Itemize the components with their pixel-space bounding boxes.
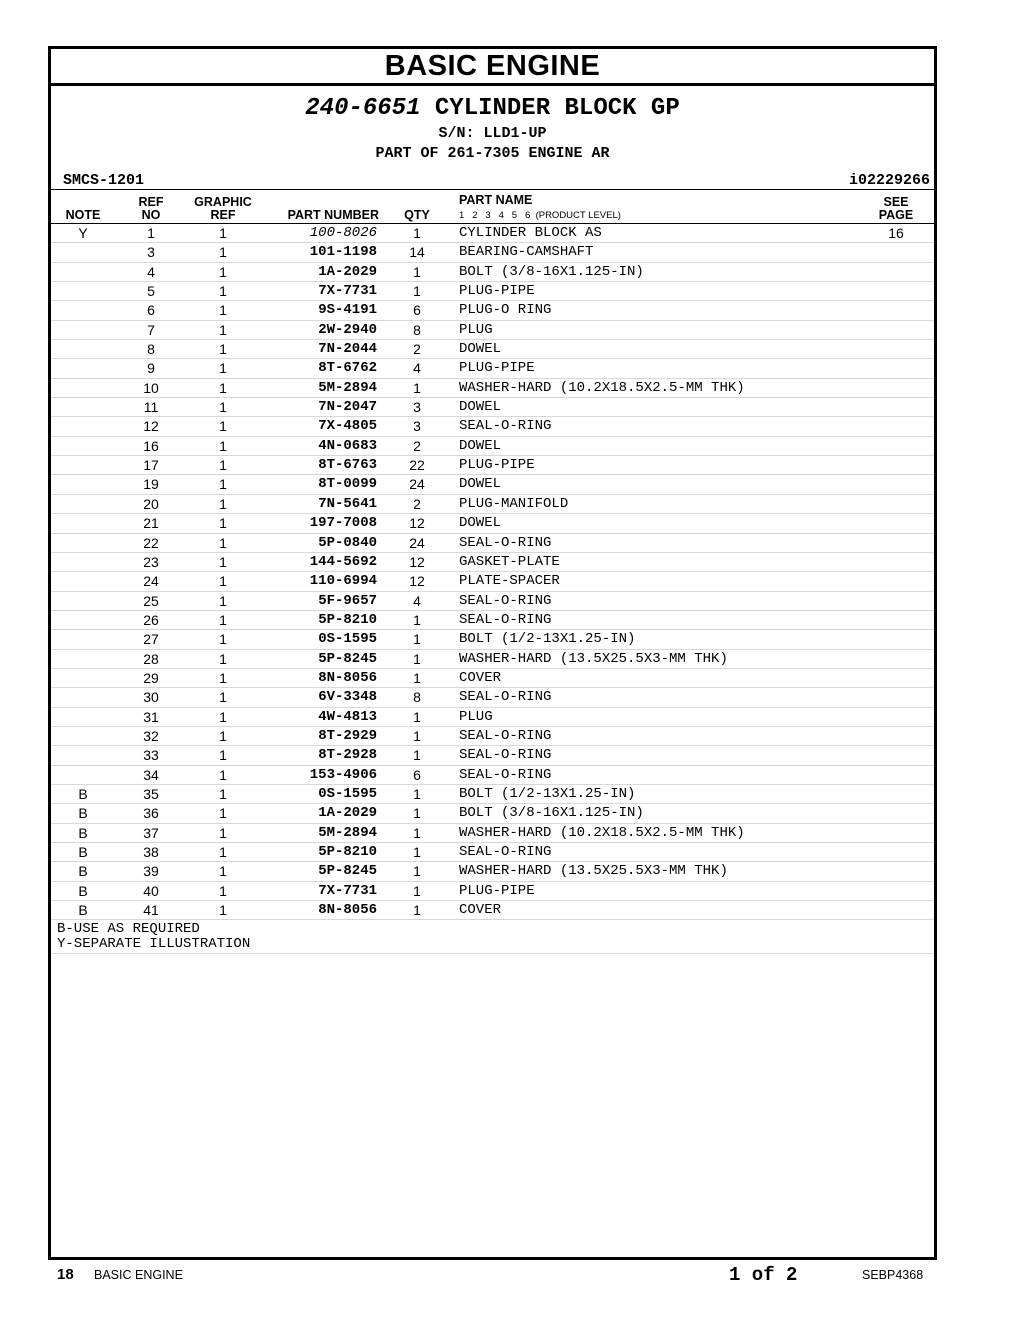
part-number-cell[interactable]: 8T-6763 [318,457,377,474]
qty-cell: 1 [413,747,421,764]
part-name-cell: SEAL-O-RING [459,689,552,706]
qty-cell: 2 [413,341,421,358]
note-cell: B [78,844,88,860]
ref-no-cell: 5 [147,283,155,300]
graphic-ref-cell: 1 [219,553,227,570]
graphic-ref-cell: 1 [219,747,227,764]
table-row [51,263,934,282]
part-name-cell: BOLT (1/2-13X1.25-IN) [459,631,636,648]
table-row [51,824,934,843]
ref-no-cell: 26 [143,611,159,628]
part-number-cell[interactable]: 0S-1595 [318,785,377,802]
graphic-ref-cell: 1 [219,824,227,841]
part-number-cell[interactable]: 144-5692 [309,553,377,570]
part-name-cell: SEAL-O-RING [459,534,552,551]
qty-cell: 12 [409,515,425,532]
graphic-ref-cell: 1 [219,611,227,628]
graphic-ref-cell: 1 [219,399,227,416]
note-cell: B [78,882,88,899]
table-row [51,437,934,456]
part-name-cell: PLUG-PIPE [459,457,535,474]
part-number-cell[interactable]: 7X-7731 [318,283,377,300]
qty-cell: 22 [409,457,425,474]
graphic-ref-cell: 1 [219,689,227,706]
header-ref-no-line1: REF [138,195,164,209]
qty-cell: 12 [409,573,425,590]
ref-no-cell: 1 [147,225,155,241]
ref-no-cell: 20 [143,495,159,512]
part-name-cell: WASHER-HARD (13.5X25.5X3-MM THK) [459,863,728,880]
part-number-cell[interactable]: 5P-8245 [318,863,377,880]
qty-cell: 1 [413,611,421,628]
page-number: 18 [57,1266,74,1283]
ref-no-cell: 41 [143,902,159,919]
column-headers [51,190,934,224]
part-number-cell[interactable]: 4W-4813 [318,708,377,725]
serial-range: S/N: LLD1-UP [438,125,547,142]
header-graphic-ref [183,196,263,222]
part-name-cell: DOWEL [459,437,502,454]
part-name-cell: SEAL-O-RING [459,766,552,783]
part-number-cell[interactable]: 5P-8210 [318,844,377,860]
part-number-cell[interactable]: 6V-3348 [318,689,377,706]
ref-no-cell: 11 [143,399,159,416]
part-number-cell[interactable]: 100-8026 [309,225,377,241]
part-name-cell: PLUG-MANIFOLD [459,495,569,512]
footer-section: BASIC ENGINE [94,1268,183,1282]
ref-no-cell: 40 [143,882,159,899]
qty-cell: 4 [413,592,421,609]
table-row [51,785,934,804]
ref-no-cell: 19 [143,476,159,493]
part-name-cell: DOWEL [459,341,502,358]
qty-cell: 1 [413,631,421,648]
table-row [51,514,934,533]
part-number-cell[interactable]: 9S-4191 [318,302,377,319]
part-name-cell: SEAL-O-RING [459,418,552,435]
part-name-cell: DOWEL [459,476,502,493]
qty-cell: 3 [413,418,421,435]
part-number-cell[interactable]: 1A-2029 [318,263,377,280]
graphic-ref-cell: 1 [219,844,227,860]
part-name-cell: PLUG-PIPE [459,283,535,300]
ref-no-cell: 38 [143,844,159,860]
part-number-cell[interactable]: 5P-8210 [318,611,377,628]
table-row [51,456,934,475]
graphic-ref-cell: 1 [219,669,227,686]
note-cell: B [78,785,88,802]
table-row [51,804,934,823]
part-number-cell[interactable]: 8T-2929 [318,727,377,744]
graphic-ref-cell: 1 [219,515,227,532]
header-part-number: PART NUMBER [287,208,379,222]
part-of-text: PART OF 261-7305 ENGINE AR [375,145,610,162]
graphic-ref-cell: 1 [219,302,227,319]
qty-cell: 8 [413,689,421,706]
graphic-ref-cell: 1 [219,863,227,880]
part-number-cell[interactable]: 7N-2044 [318,341,377,358]
part-name-cell: BOLT (3/8-16X1.125-IN) [459,263,644,280]
part-number-cell[interactable]: 5F-9657 [318,592,377,609]
part-number-cell[interactable]: 153-4906 [309,766,377,783]
qty-cell: 1 [413,283,421,300]
part-name-cell: SEAL-O-RING [459,727,552,744]
graphic-ref-cell: 1 [219,457,227,474]
smcs-code: SMCS-1201 [63,172,145,189]
part-name-cell: PLUG-PIPE [459,360,535,377]
qty-cell: 1 [413,902,421,919]
table-row [51,592,934,611]
part-number-cell[interactable]: 8N-8056 [318,902,377,919]
part-name-cell: PLUG [459,708,493,725]
part-number-cell[interactable]: 7X-4805 [318,418,377,435]
parts-table [51,224,934,920]
header-graphic-ref-line2: REF [210,208,236,222]
part-number-cell[interactable]: 7X-7731 [318,882,377,899]
graphic-ref-cell: 1 [219,650,227,667]
ref-no-cell: 32 [143,727,159,744]
qty-cell: 1 [413,785,421,802]
part-number-cell[interactable]: 7N-2047 [318,399,377,416]
illustration-id: i02229266 [848,172,930,189]
table-row [51,398,934,417]
ref-no-cell: 39 [143,863,159,880]
graphic-ref-cell: 1 [219,727,227,744]
qty-cell: 1 [413,824,421,841]
qty-cell: 12 [409,553,425,570]
table-row [51,708,934,727]
ref-no-cell: 35 [143,785,159,802]
header-graphic-ref-line1: GRAPHIC [194,195,252,209]
qty-cell: 24 [409,534,425,551]
graphic-ref-cell: 1 [219,573,227,590]
table-row [51,727,934,746]
qty-cell: 1 [413,805,421,822]
ref-no-cell: 4 [147,263,155,280]
qty-cell: 2 [413,437,421,454]
graphic-ref-cell: 1 [219,379,227,396]
header-see-page [871,196,921,222]
ref-no-cell: 33 [143,747,159,764]
part-name-cell: BEARING-CAMSHAFT [459,244,594,261]
table-row [51,359,934,378]
part-name-cell: PLUG-O RING [459,302,552,319]
part-name-cell: COVER [459,669,502,686]
graphic-ref-cell: 1 [219,321,227,338]
table-row [51,843,934,862]
part-name-cell: WASHER-HARD (13.5X25.5X3-MM THK) [459,650,728,667]
ref-no-cell: 7 [147,321,155,338]
graphic-ref-cell: 1 [219,495,227,512]
ref-no-cell: 34 [143,766,159,783]
note-cell: B [78,863,88,880]
qty-cell: 8 [413,321,421,338]
table-row [51,475,934,494]
part-number-cell[interactable]: 5P-0840 [318,534,377,551]
table-row [51,572,934,591]
table-row [51,766,934,785]
group-header [51,86,934,190]
note-cell: B [78,902,88,919]
group-title [51,95,934,122]
ref-no-cell: 37 [143,824,159,841]
part-number-cell[interactable]: 2W-2940 [318,321,377,338]
ref-no-cell: 21 [143,515,159,532]
ref-no-cell: 30 [143,689,159,706]
part-name-cell: BOLT (3/8-16X1.125-IN) [459,805,644,822]
header-product-levels: 1 2 3 4 5 6 (PRODUCT LEVEL) [459,210,621,221]
graphic-ref-cell: 1 [219,341,227,358]
header-see-page-line2: PAGE [878,208,914,222]
qty-cell: 6 [413,302,421,319]
part-number-cell[interactable]: 4N-0683 [318,437,377,454]
section-title: BASIC ENGINE [51,49,934,86]
ref-no-cell: 25 [143,592,159,609]
part-name-cell: PLUG-PIPE [459,882,535,899]
header-see-page-line1: SEE [883,195,909,209]
graphic-ref-cell: 1 [219,785,227,802]
qty-cell: 6 [413,766,421,783]
ref-no-cell: 22 [143,534,159,551]
part-name-cell: WASHER-HARD (10.2X18.5X2.5-MM THK) [459,379,745,396]
note-cell: Y [78,225,88,241]
graphic-ref-cell: 1 [219,263,227,280]
qty-cell: 1 [413,882,421,899]
qty-cell: 1 [413,669,421,686]
ref-no-cell: 23 [143,553,159,570]
part-number-cell[interactable]: 5M-2894 [318,379,377,396]
part-number-cell[interactable]: 8T-2928 [318,747,377,764]
qty-cell: 2 [413,495,421,512]
part-number-cell[interactable]: 5P-8245 [318,650,377,667]
part-name-cell: PLUG [459,321,493,338]
table-row [51,688,934,707]
part-number-cell[interactable]: 1A-2029 [318,805,377,822]
ref-no-cell: 24 [143,573,159,590]
ref-no-cell: 29 [143,669,159,686]
graphic-ref-cell: 1 [219,631,227,648]
part-number-cell[interactable]: 8T-6762 [318,360,377,377]
table-row [51,611,934,630]
table-row [51,417,934,436]
note-y-legend: Y-SEPARATE ILLUSTRATION [57,936,251,953]
graphic-ref-cell: 1 [219,534,227,551]
see-page-cell[interactable]: 16 [888,225,904,241]
part-name-cell: SEAL-O-RING [459,747,552,764]
qty-cell: 1 [413,708,421,725]
graphic-ref-cell: 1 [219,283,227,300]
table-row [51,746,934,765]
ref-no-cell: 31 [143,708,159,725]
graphic-ref-cell: 1 [219,437,227,454]
table-row [51,321,934,340]
table-row [51,301,934,320]
header-part-name: PART NAME [459,193,533,207]
table-row [51,243,934,262]
table-row [51,224,934,243]
graphic-ref-cell: 1 [219,708,227,725]
part-name-cell: PLATE-SPACER [459,573,560,590]
table-row [51,650,934,669]
ref-no-cell: 12 [143,418,159,435]
page-footer [0,1262,1020,1292]
page-of: 1 of 2 [729,1264,798,1286]
qty-cell: 1 [413,863,421,880]
ref-no-cell: 9 [147,360,155,377]
group-name: CYLINDER BLOCK GP [434,95,680,122]
part-name-cell: GASKET-PLATE [459,553,560,570]
part-name-cell: BOLT (1/2-13X1.25-IN) [459,785,636,802]
graphic-ref-cell: 1 [219,592,227,609]
notes-legend [51,920,934,954]
qty-cell: 14 [409,244,425,261]
note-cell: B [78,805,88,822]
table-row [51,495,934,514]
table-row [51,669,934,688]
ref-no-cell: 36 [143,805,159,822]
note-b-legend: B-USE AS REQUIRED [57,921,200,938]
ref-no-cell: 27 [143,631,159,648]
part-name-cell: SEAL-O-RING [459,611,552,628]
parts-page-frame [48,46,937,1260]
table-row [51,882,934,901]
part-name-cell: SEAL-O-RING [459,844,552,860]
ref-no-cell: 17 [143,457,159,474]
header-note: NOTE [65,208,101,222]
header-qty: QTY [404,208,430,222]
header-ref-no [121,196,181,222]
part-name-cell: DOWEL [459,399,502,416]
table-row [51,340,934,359]
part-number-cell[interactable]: 197-7008 [309,515,377,532]
qty-cell: 24 [409,476,425,493]
ref-no-cell: 8 [147,341,155,358]
table-row [51,379,934,398]
ref-no-cell: 16 [143,437,159,454]
qty-cell: 1 [413,727,421,744]
qty-cell: 1 [413,263,421,280]
qty-cell: 1 [413,650,421,667]
ref-no-cell: 6 [147,302,155,319]
graphic-ref-cell: 1 [219,476,227,493]
table-row [51,862,934,881]
part-number-cell[interactable]: 110-6994 [309,573,377,590]
graphic-ref-cell: 1 [219,902,227,919]
header-ref-no-line2: NO [141,208,161,222]
qty-cell: 4 [413,360,421,377]
table-row [51,901,934,920]
ref-no-cell: 10 [143,379,159,396]
qty-cell: 3 [413,399,421,416]
part-name-cell: WASHER-HARD (10.2X18.5X2.5-MM THK) [459,824,745,841]
part-name-cell: CYLINDER BLOCK AS [459,225,602,241]
part-name-cell: SEAL-O-RING [459,592,552,609]
graphic-ref-cell: 1 [219,766,227,783]
ref-no-cell: 3 [147,244,155,261]
graphic-ref-cell: 1 [219,418,227,435]
part-number-cell[interactable]: 8N-8056 [318,669,377,686]
part-number-cell[interactable]: 7N-5641 [318,495,377,512]
part-name-cell: DOWEL [459,515,502,532]
part-number-cell[interactable]: 0S-1595 [318,631,377,648]
graphic-ref-cell: 1 [219,360,227,377]
graphic-ref-cell: 1 [219,805,227,822]
table-row [51,553,934,572]
table-row [51,630,934,649]
table-row [51,282,934,301]
part-number-cell[interactable]: 5M-2894 [318,824,377,841]
part-number-cell[interactable]: 8T-0099 [318,476,377,493]
part-name-cell: COVER [459,902,502,919]
graphic-ref-cell: 1 [219,225,227,241]
document-number: SEBP4368 [862,1268,924,1282]
qty-cell: 1 [413,225,421,241]
qty-cell: 1 [413,844,421,860]
ref-no-cell: 28 [143,650,159,667]
graphic-ref-cell: 1 [219,882,227,899]
part-number-cell[interactable]: 101-1198 [309,244,377,261]
table-row [51,534,934,553]
graphic-ref-cell: 1 [219,244,227,261]
note-cell: B [78,824,88,841]
qty-cell: 1 [413,379,421,396]
group-part-number[interactable]: 240-6651 [305,95,421,122]
